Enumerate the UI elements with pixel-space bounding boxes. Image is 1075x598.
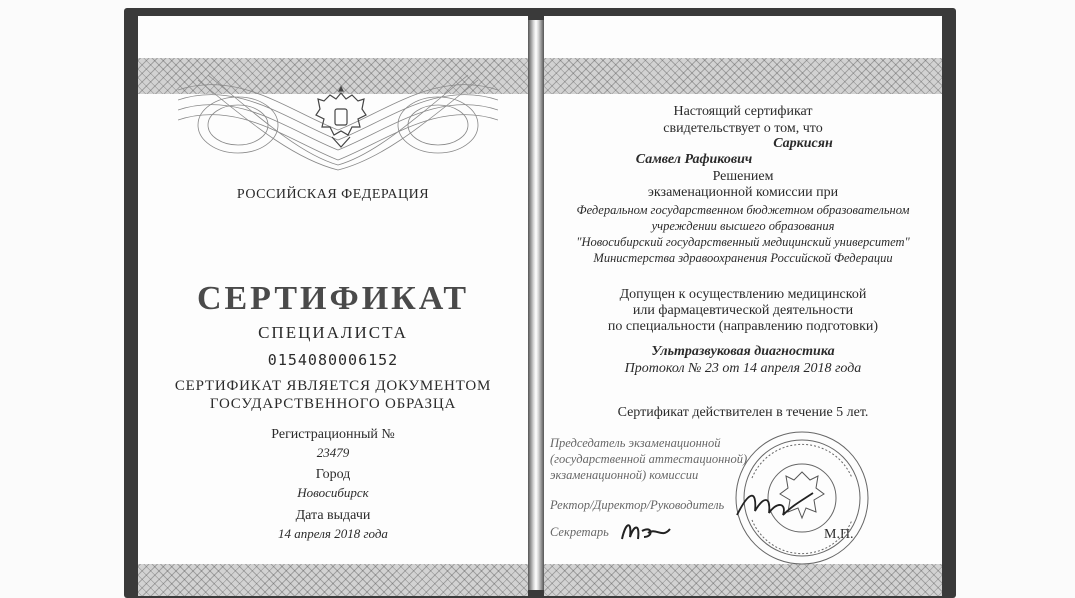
issue-date-label: Дата выдачи bbox=[295, 508, 371, 523]
ornamental-band-bottom-right bbox=[544, 564, 942, 596]
document-status-line2: ГОСУДАРСТВЕННОГО ОБРАЗЦА bbox=[209, 396, 457, 412]
coat-of-arms-icon bbox=[310, 85, 372, 151]
registration-value: 23479 bbox=[316, 445, 350, 460]
validity-statement: Сертификат действителен в течение 5 лет. bbox=[617, 405, 869, 420]
chairman-line2: (государственной аттестационной) bbox=[550, 452, 748, 466]
country-name: РОССИЙСКАЯ ФЕДЕРАЦИЯ bbox=[236, 187, 430, 202]
document-status-line1: СЕРТИФИКАТ ЯВЛЯЕТСЯ ДОКУМЕНТОМ bbox=[174, 378, 492, 394]
decision-line2: экзаменационной комиссии при bbox=[647, 185, 839, 200]
protocol: Протокол № 23 от 14 апреля 2018 года bbox=[624, 361, 862, 376]
secretary-signature bbox=[618, 517, 674, 545]
admitted-line1: Допущен к осуществлению медицинской bbox=[619, 287, 867, 302]
institution-line4: Министерства здравоохранения Российской Федерации bbox=[593, 251, 893, 265]
ornamental-band-bottom-left bbox=[138, 564, 528, 596]
intro-line1: Настоящий сертификат bbox=[673, 104, 813, 119]
registration-label: Регистрационный № bbox=[271, 427, 395, 442]
certificate-number: 0154080006152 bbox=[267, 351, 399, 369]
certificate-title: СЕРТИФИКАТ bbox=[196, 280, 470, 317]
chairman-line3: экзаменационной) комиссии bbox=[550, 468, 699, 482]
certificate-subtitle: СПЕЦИАЛИСТА bbox=[258, 323, 408, 342]
city-label: Город bbox=[315, 467, 351, 482]
admitted-line2: или фармацевтической деятельности bbox=[632, 303, 854, 318]
holder-surname: Саркисян bbox=[773, 136, 833, 151]
institution-line3: "Новосибирский государственный медицинский университет" bbox=[576, 235, 910, 249]
rector-line: Ректор/Директор/Руководитель bbox=[550, 498, 725, 512]
institution-line2: учреждении высшего образования bbox=[651, 219, 835, 233]
intro-line2: свидетельствует о том, что bbox=[663, 121, 823, 136]
decision-line1: Решением bbox=[712, 169, 774, 184]
holder-name: Самвел Рафикович bbox=[635, 152, 753, 167]
secretary-label: Секретарь bbox=[550, 525, 609, 539]
city-value: Новосибирск bbox=[297, 485, 369, 500]
specialty: Ультразвуковая диагностика bbox=[651, 344, 835, 359]
admitted-line3: по специальности (направлению подготовки) bbox=[607, 319, 879, 334]
institution-line1: Федеральном государственном бюджетном образовательном bbox=[576, 203, 910, 217]
rector-signature bbox=[735, 485, 815, 525]
ornamental-band-top-right bbox=[544, 58, 942, 94]
chairman-line1: Председатель экзаменационной bbox=[550, 436, 721, 450]
book-spine bbox=[528, 20, 544, 590]
stamp-place: М.П. bbox=[824, 527, 854, 542]
issue-date-value: 14 апреля 2018 года bbox=[278, 526, 388, 541]
